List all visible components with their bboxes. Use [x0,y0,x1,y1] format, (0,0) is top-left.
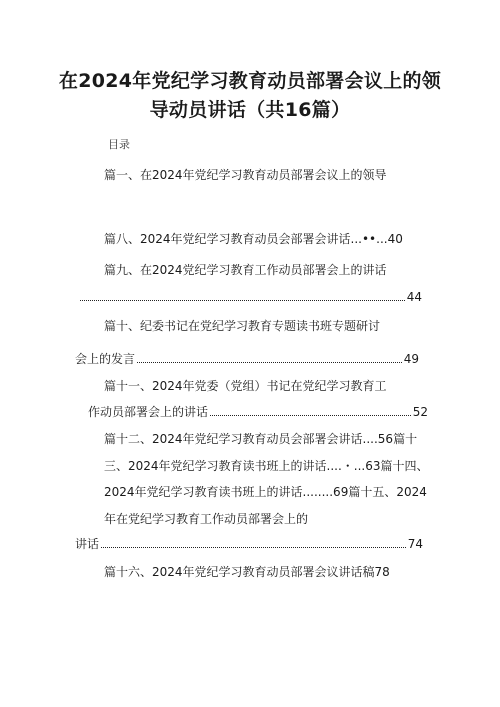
toc-dotted-line [75,351,419,367]
toc-dotted-line [75,536,423,552]
toc-dotted-line [88,404,428,420]
toc-page-number: 52 [412,405,428,419]
toc-entry: 篇十、纪委书记在党纪学习教育专题读书班专题研讨 [104,319,381,333]
toc-entry: 篇九、在2024党纪学习教育工作动员部署会上的讲话 [104,263,387,277]
toc-entry-tail: 作动员部署会上的讲话 [88,405,209,419]
dot-leader [101,547,406,548]
toc-entry: 三、2024年党纪学习教育读书班上的讲话....・...63篇十四、 [104,459,429,473]
toc-dotted-line [78,289,422,305]
dot-leader [210,415,411,416]
toc-entry-tail: 讲话 [75,537,100,551]
document-title-line-1: 在2024年党纪学习教育动员部署会议上的领 [58,70,442,92]
toc-entry: 篇八、2024年党纪学习教育动员会部署会讲话...••...40 [104,232,403,246]
toc-entry: 篇十一、2024年党委（党组）书记在党纪学习教育工 [104,379,387,393]
toc-entry: 篇十六、2024年党纪学习教育动员部署会议讲话稿78 [104,565,390,579]
dot-leader [80,300,405,301]
toc-entry-tail: 会上的发言 [75,352,136,366]
toc-entry: 篇十二、2024年党纪学习教育动员会部署会讲话....56篇十 [104,432,418,446]
dot-leader [137,362,402,363]
toc-page-number: 44 [406,290,422,304]
toc-entry: 2024年党纪学习教育读书班上的讲话........69篇十五、2024 [104,485,427,499]
toc-page-number: 49 [403,352,419,366]
toc-page-number: 74 [407,537,423,551]
document-title-line-2: 导动员讲话（共16篇） [149,99,351,121]
toc-entry: 年在党纪学习教育工作动员部署会上的 [104,512,309,526]
toc-entry: 篇一、在2024年党纪学习教育动员部署会议上的领导 [104,168,387,182]
toc-label: 目录 [108,138,130,151]
